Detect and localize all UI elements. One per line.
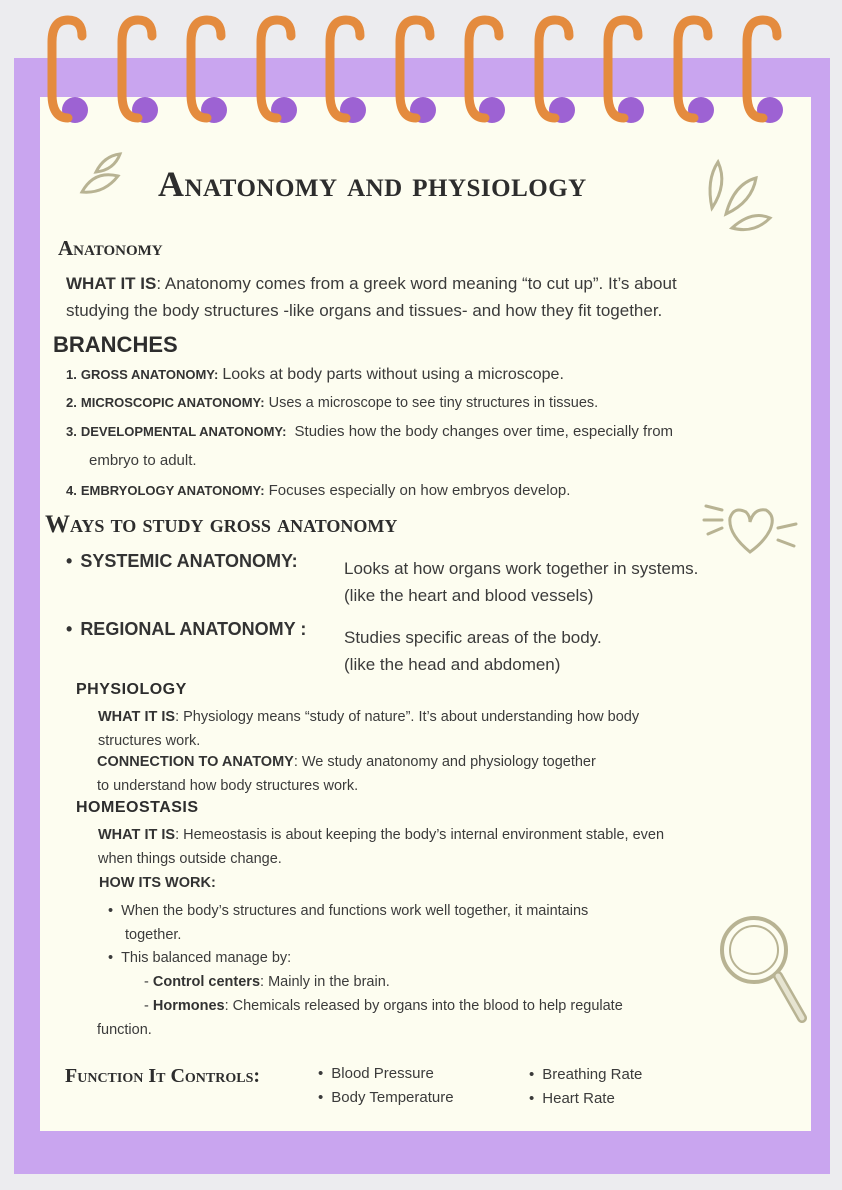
homeostasis-heading: HOMEOSTASIS xyxy=(76,799,199,816)
sub-dash: - xyxy=(144,974,153,990)
branch-item xyxy=(66,423,673,440)
branch-name: DEVELOPMENTAL ANATONOMY: xyxy=(80,424,287,439)
anatomy-definition xyxy=(66,270,677,324)
homeostasis-bullet xyxy=(108,950,291,966)
spiral-ring xyxy=(116,14,160,129)
way-name: • SYSTEMIC ANATONOMY: xyxy=(66,551,298,571)
branch-number: 4. xyxy=(66,483,77,498)
way-desc xyxy=(344,555,698,609)
spiral-ring xyxy=(602,14,646,129)
ways-heading: Ways to study gross anatonomy xyxy=(45,511,398,538)
hormones-label: Hormones xyxy=(152,998,225,1014)
branch-desc: Looks at body parts without using a microscope. xyxy=(222,366,564,383)
way-desc xyxy=(344,624,602,678)
controls-col-1 xyxy=(318,1062,454,1110)
way-desc-line: Looks at how organs work together in systems. xyxy=(344,559,699,578)
anatomy-what-label: WHAT IT IS xyxy=(66,274,157,293)
control-item: • Body Temperature xyxy=(318,1086,454,1110)
connection-text: : We study anatonomy and physiology together xyxy=(293,754,596,770)
homeostasis-what-text-2: when things outside change. xyxy=(98,851,282,867)
physiology-connection xyxy=(97,750,596,798)
bullet-text: • This balanced manage by: xyxy=(108,950,291,966)
physiology-heading: PHYSIOLOGY xyxy=(76,681,187,698)
anatomy-what-text: : Anatonomy comes from a greek word meaning “to cut up”. It’s about xyxy=(156,274,677,293)
anatomy-what-text-2: studying the body structures -like organs and tissues- and how they fit together. xyxy=(66,301,663,320)
branch-item xyxy=(66,366,564,384)
hormones-text: : Chemicals released by organs into the blood to help regulate xyxy=(224,998,623,1014)
spiral-ring xyxy=(185,14,229,129)
branch-name: MICROSCOPIC ANATONOMY: xyxy=(80,395,265,410)
physiology-what-text-2: structures work. xyxy=(98,733,201,749)
control-centers-text: : Mainly in the brain. xyxy=(260,974,390,990)
bullet-text: • When the body’s structures and functions work well together, it maintains xyxy=(108,899,588,923)
way-desc-line: (like the head and abdomen) xyxy=(344,655,561,674)
sub-dash: - xyxy=(144,998,153,1014)
connection-label: CONNECTION TO ANATOMY xyxy=(97,754,294,770)
magnifier-icon xyxy=(716,912,812,1028)
spiral-ring xyxy=(324,14,368,129)
leaf-doodle-icon xyxy=(704,158,774,234)
leaf-doodle-icon xyxy=(74,150,134,200)
physiology-definition xyxy=(98,705,639,753)
branch-number: 3. xyxy=(66,424,77,439)
controls-col-2 xyxy=(529,1063,642,1111)
controls-heading: Function It Controls: xyxy=(65,1065,261,1087)
homeostasis-bullet xyxy=(108,899,588,947)
spiral-ring xyxy=(741,14,785,129)
spiral-ring xyxy=(463,14,507,129)
branches-heading: BRANCHES xyxy=(53,332,178,357)
physiology-what-label: WHAT IT IS xyxy=(98,709,176,725)
spiral-ring xyxy=(394,14,438,129)
control-item: • Breathing Rate xyxy=(529,1063,642,1087)
branch-desc: Focuses especially on how embryos develop. xyxy=(268,482,571,499)
spiral-ring xyxy=(46,14,90,129)
branch-desc-2: embryo to adult. xyxy=(89,452,197,469)
anatomy-heading: Anatonomy xyxy=(58,236,163,260)
branch-number: 1. xyxy=(66,367,77,382)
way-name: • REGIONAL ANATONOMY : xyxy=(66,619,306,639)
hormones-item xyxy=(144,998,623,1014)
heart-doodle-icon xyxy=(700,498,800,562)
branch-number: 2. xyxy=(66,395,77,410)
way-desc-line: Studies specific areas of the body. xyxy=(344,628,602,647)
page-title: Anatonomy and physiology xyxy=(158,164,587,204)
control-item: • Blood Pressure xyxy=(318,1062,454,1086)
spiral-ring xyxy=(255,14,299,129)
control-centers-item xyxy=(144,974,390,990)
way-item xyxy=(66,551,298,572)
spiral-ring xyxy=(672,14,716,129)
spiral-ring xyxy=(533,14,577,129)
way-desc-line: (like the heart and blood vessels) xyxy=(344,586,594,605)
way-item xyxy=(66,619,306,640)
bullet-text-2: together. xyxy=(125,927,182,943)
physiology-what-text: : Physiology means “study of nature”. It’s about understanding how body xyxy=(175,709,640,725)
control-item: • Heart Rate xyxy=(529,1087,642,1111)
branch-desc: Uses a microscope to see tiny structures in tissues. xyxy=(268,395,599,411)
how-it-works-label: HOW ITS WORK: xyxy=(99,875,216,891)
branch-item xyxy=(66,482,570,499)
branch-name: EMBRYOLOGY ANATONOMY: xyxy=(80,483,265,498)
connection-text-2: to understand how body structures work. xyxy=(97,778,359,794)
branch-desc: Studies how the body changes over time, especially from xyxy=(294,423,674,440)
homeostasis-definition xyxy=(98,823,664,871)
branch-item xyxy=(66,395,598,411)
hormones-text-2: function. xyxy=(97,1022,152,1038)
control-centers-label: Control centers xyxy=(152,974,261,990)
branch-name: GROSS ANATONOMY: xyxy=(80,367,219,382)
homeostasis-what-label: WHAT IT IS xyxy=(98,827,176,843)
homeostasis-what-text: : Hemeostasis is about keeping the body’s internal environment stable, even xyxy=(175,827,665,843)
